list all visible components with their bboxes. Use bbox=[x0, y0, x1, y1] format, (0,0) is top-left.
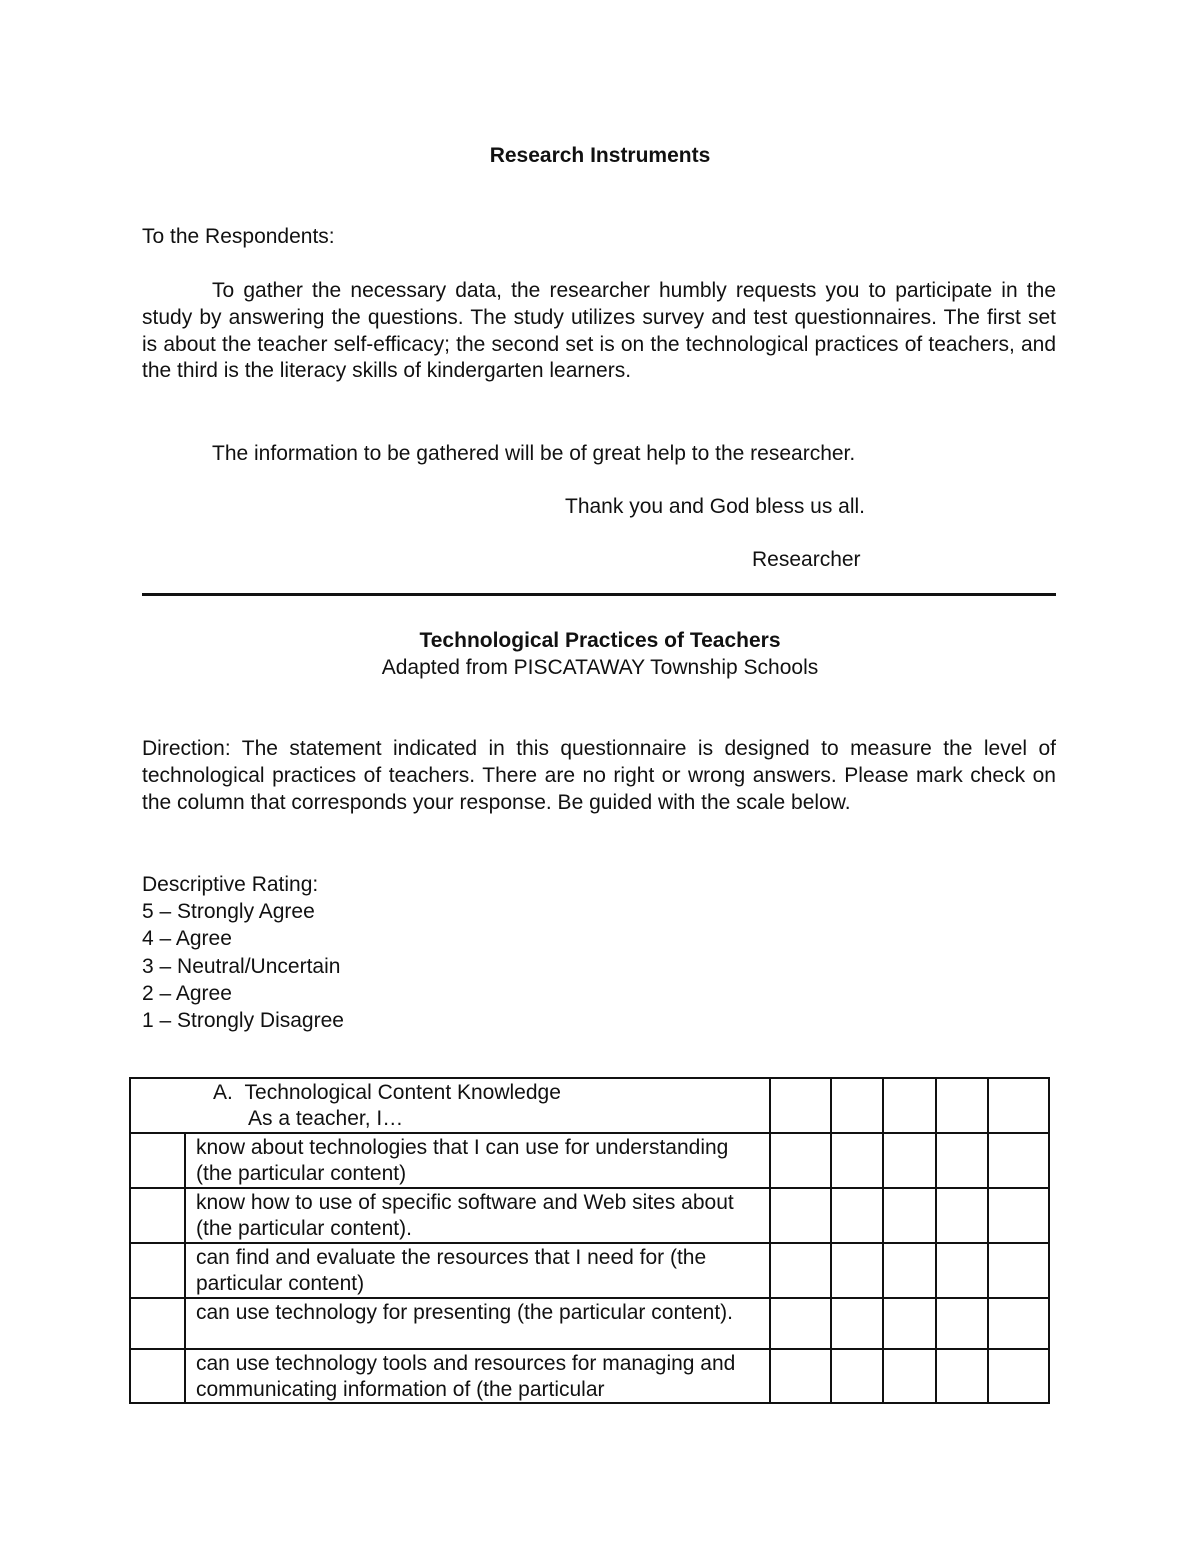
rating-header-cell bbox=[936, 1078, 988, 1133]
rating-scale-label: Descriptive Rating: bbox=[142, 873, 319, 896]
item-number-cell bbox=[130, 1133, 185, 1188]
intro-paragraph: To gather the necessary data, the researcher humbly requests you to participate in the study by answering the questions. The study utilizes survey and test questionnaires. The first set is about the teacher self-efficacy; the second set is on the technological practices of teachers, and the third is the literacy skills of kindergarten learners. bbox=[142, 279, 1056, 383]
rating-header-cell bbox=[770, 1078, 831, 1133]
questionnaire-table bbox=[129, 1077, 1050, 1404]
rating-cell[interactable] bbox=[770, 1349, 831, 1403]
rating-cell[interactable] bbox=[883, 1188, 936, 1243]
table-header-row bbox=[130, 1078, 1049, 1133]
item-number-cell bbox=[130, 1243, 185, 1298]
item-number-cell bbox=[130, 1188, 185, 1243]
item-statement: can use technology for presenting (the particular content). bbox=[185, 1298, 770, 1349]
rating-cell[interactable] bbox=[770, 1188, 831, 1243]
rating-cell[interactable] bbox=[770, 1243, 831, 1298]
salutation: To the Respondents: bbox=[142, 225, 335, 248]
table-row bbox=[130, 1349, 1049, 1403]
section-marker: A. bbox=[213, 1081, 233, 1104]
scale-item: 5 – Strongly Agree bbox=[142, 900, 315, 924]
rating-cell[interactable] bbox=[883, 1298, 936, 1349]
rating-cell[interactable] bbox=[883, 1133, 936, 1188]
table-header-title: Technological Content Knowledge bbox=[244, 1081, 561, 1104]
intro-paragraph-2: The information to be gathered will be of great help to the researcher. bbox=[212, 442, 856, 465]
rating-cell[interactable] bbox=[936, 1349, 988, 1403]
rating-cell[interactable] bbox=[936, 1188, 988, 1243]
rating-cell[interactable] bbox=[936, 1133, 988, 1188]
rating-cell[interactable] bbox=[831, 1298, 883, 1349]
item-number-cell bbox=[130, 1298, 185, 1349]
table-row bbox=[130, 1188, 1049, 1243]
item-statement: know how to use of specific software and Web sites about (the particular content). bbox=[185, 1188, 770, 1243]
section-title: Technological Practices of Teachers bbox=[419, 629, 781, 652]
table-header-cell bbox=[130, 1078, 770, 1133]
rating-cell[interactable] bbox=[831, 1133, 883, 1188]
rating-cell[interactable] bbox=[831, 1349, 883, 1403]
rating-cell[interactable] bbox=[988, 1243, 1049, 1298]
rating-cell[interactable] bbox=[988, 1133, 1049, 1188]
table-row bbox=[130, 1133, 1049, 1188]
direction-paragraph: Direction: The statement indicated in this questionnaire is designed to measure the level of technological practices of teachers. There are no right or wrong answers. Please mark check on the column that corresponds your response. Be guided with the scale below. bbox=[142, 737, 1056, 815]
rating-cell[interactable] bbox=[988, 1298, 1049, 1349]
table-header-sub: As a teacher, I… bbox=[248, 1107, 404, 1130]
rating-cell[interactable] bbox=[988, 1188, 1049, 1243]
rating-cell[interactable] bbox=[770, 1298, 831, 1349]
item-statement: know about technologies that I can use for understanding (the particular content) bbox=[185, 1133, 770, 1188]
section-subtitle: Adapted from PISCATAWAY Township Schools bbox=[381, 656, 819, 679]
rating-cell[interactable] bbox=[883, 1349, 936, 1403]
item-statement: can use technology tools and resources for managing and communicating information of (the particular bbox=[196, 1352, 736, 1401]
scale-item: 2 – Agree bbox=[142, 981, 232, 1005]
document-title: Research Instruments bbox=[489, 144, 711, 167]
rating-cell[interactable] bbox=[770, 1133, 831, 1188]
rating-scale bbox=[142, 871, 344, 1034]
rating-header-cell bbox=[831, 1078, 883, 1133]
signature: Researcher bbox=[752, 548, 861, 571]
rating-cell[interactable] bbox=[831, 1243, 883, 1298]
rating-cell[interactable] bbox=[988, 1349, 1049, 1403]
closing-line: Thank you and God bless us all. bbox=[565, 495, 866, 518]
rating-header-cell bbox=[988, 1078, 1049, 1133]
rating-cell[interactable] bbox=[883, 1243, 936, 1298]
rating-cell[interactable] bbox=[936, 1298, 988, 1349]
scale-item: 4 – Agree bbox=[142, 927, 232, 951]
scale-item: 3 – Neutral/Uncertain bbox=[142, 954, 341, 978]
section-divider bbox=[142, 593, 1056, 596]
rating-cell[interactable] bbox=[936, 1243, 988, 1298]
rating-header-cell bbox=[883, 1078, 936, 1133]
rating-cell[interactable] bbox=[831, 1188, 883, 1243]
item-number-cell bbox=[130, 1349, 185, 1403]
scale-item: 1 – Strongly Disagree bbox=[142, 1009, 344, 1033]
table-row bbox=[130, 1243, 1049, 1298]
table-row bbox=[130, 1298, 1049, 1349]
item-statement: can find and evaluate the resources that I need for (the particular content) bbox=[185, 1243, 770, 1298]
